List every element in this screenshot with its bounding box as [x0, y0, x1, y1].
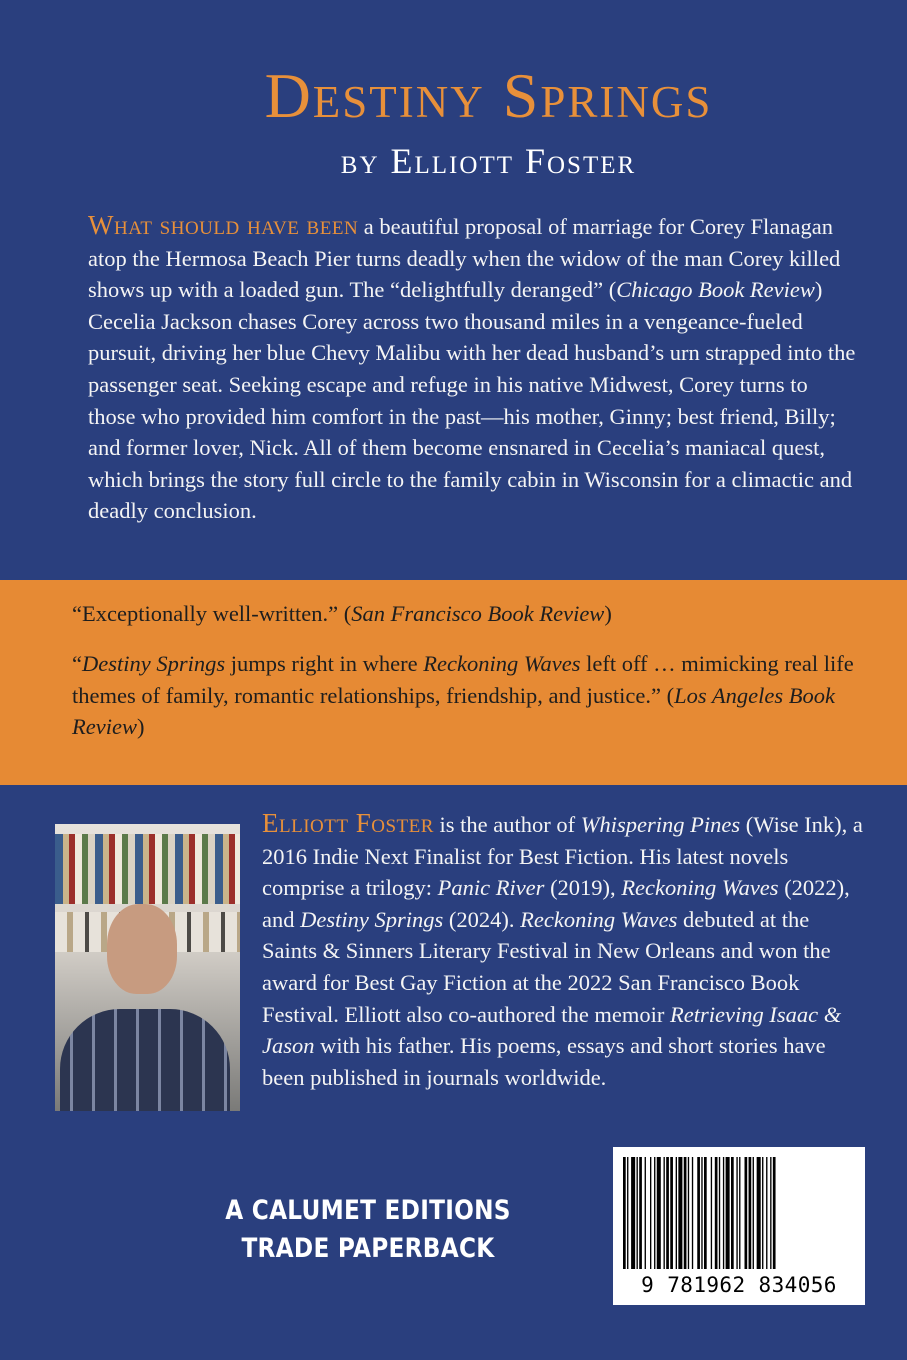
barcode-bar — [719, 1157, 720, 1269]
barcode-bar — [704, 1157, 707, 1269]
barcode — [613, 1147, 865, 1305]
barcode-bar — [650, 1157, 651, 1269]
barcode-bar — [766, 1157, 767, 1269]
review-quotes-band — [0, 580, 907, 785]
review-quote-2 — [72, 648, 872, 743]
quote-1-text: “Exceptionally well-written.” ( — [72, 601, 352, 626]
publisher-line-1: A CALUMET EDITIONS — [225, 1195, 511, 1226]
publisher-line-2: TRADE PAPERBACK — [241, 1233, 495, 1264]
barcode-bar — [666, 1157, 669, 1269]
bio-part: debuted at the Saints & Sinners Literary Festival in New Orleans and won the award for Best Gay Fiction at the 2022 San Francisco Book Festival. Elliott also co-authored the memoir — [262, 906, 831, 1027]
quote-1-source: San Francisco Book Review — [351, 601, 605, 626]
bio-part: (2022), and — [262, 875, 850, 932]
quote-2-book1: Destiny Springs — [82, 651, 226, 676]
bio-title: Whispering Pines — [580, 812, 741, 837]
barcode-bar — [654, 1157, 655, 1269]
barcode-bar — [657, 1157, 661, 1269]
barcode-bar — [701, 1157, 702, 1269]
barcode-bar — [692, 1157, 693, 1269]
bio-part: (2024). — [443, 906, 521, 932]
barcode-bar — [697, 1157, 700, 1269]
barcode-bar — [715, 1157, 718, 1269]
barcode-bar — [678, 1157, 682, 1269]
barcode-bar — [670, 1157, 673, 1269]
barcode-bar — [753, 1157, 754, 1269]
bio-part: (Wise Ink), a 2016 Indie Next Finalist for Best Fiction. His latest novels comprise a trilogy: — [262, 812, 863, 901]
blurb-part-1: a beautiful proposal of marriage for Corey Flanagan atop the Hermosa Beach Pier turns deadly when the widow of the man Corey killed shows up with a loaded gun. The “delightfully deranged” ( — [88, 214, 841, 303]
review-quote-1 — [72, 598, 872, 630]
quote-2-mid: jumps right in where — [225, 651, 424, 676]
author-name: Elliott Foster — [262, 808, 434, 838]
barcode-bar — [688, 1157, 689, 1269]
quote-2-book2: Reckoning Waves — [423, 651, 581, 676]
isbn-number: 9 781962 834056 — [641, 1273, 837, 1297]
bio-title: Reckoning Waves — [520, 906, 678, 932]
bio-title: Destiny Springs — [300, 906, 444, 932]
barcode-bar — [736, 1157, 737, 1269]
barcode-bar — [676, 1157, 677, 1269]
barcode-bar — [726, 1157, 730, 1269]
bio-part: is the author of — [433, 812, 581, 837]
blurb-review-source: Chicago Book Review — [616, 277, 815, 303]
barcode-bar — [637, 1157, 638, 1269]
author-shirt — [60, 1009, 230, 1111]
bio-title: Retrieving Isaac & Jason — [262, 1001, 842, 1059]
barcode-bar — [749, 1157, 752, 1269]
bio-part: (2019), — [544, 875, 622, 901]
quote-2-text: left off … mimicking real life themes of family, romantic relationships, friendship, and justice.” ( — [72, 651, 854, 708]
quote-2-open: “ — [72, 651, 82, 676]
bio-part: with his father. His poems, essays and short stories have been published in journals worldwide. — [262, 1033, 826, 1090]
barcode-bar — [639, 1157, 642, 1269]
author-head — [107, 904, 177, 994]
bookshelf-top — [55, 834, 240, 904]
barcode-bar — [762, 1157, 763, 1269]
barcode-bars — [623, 1157, 855, 1269]
barcode-bar — [731, 1157, 734, 1269]
barcode-bar — [631, 1157, 635, 1269]
barcode-bar — [684, 1157, 687, 1269]
barcode-bar — [664, 1157, 665, 1269]
barcode-bar — [627, 1157, 628, 1269]
barcode-bar — [773, 1157, 776, 1269]
author-bio — [262, 808, 867, 1093]
barcode-bar — [770, 1157, 771, 1269]
blurb-text — [88, 210, 858, 527]
barcode-bar — [757, 1157, 761, 1269]
publisher-imprint — [205, 1192, 532, 1268]
author-photo — [55, 824, 240, 1111]
book-title: Destiny Springs — [264, 60, 713, 131]
bio-title: Panic River — [437, 875, 545, 901]
barcode-bar — [623, 1157, 626, 1269]
quote-2-close: ) — [136, 714, 145, 740]
barcode-bar — [739, 1157, 740, 1269]
barcode-bar — [723, 1157, 724, 1269]
quote-1-close: ) — [604, 601, 612, 626]
blurb-part-3: ) Cecelia Jackson chases Corey across two thousand miles in a vengeance-fueled pursuit, driving her blue Chevy Malibu with her dead husband’s urn strapped into the passenger seat. Seeking escape and refuge in his native Midwest, Corey turns to those who provided him comfort in the past—his mother, Ginny; best friend, Billy; and former lover, Nick. All of them become ensnared in Cecelia’s maniacal quest, which brings the story full circle to the family cabin in Wisconsin for a climactic and deadly conclusion. — [88, 277, 856, 524]
barcode-bar — [745, 1157, 748, 1269]
barcode-bar — [645, 1157, 646, 1269]
barcode-bar — [711, 1157, 712, 1269]
book-byline: by Elliott Foster — [340, 141, 637, 181]
blurb-lead: What should have been — [88, 210, 359, 240]
bio-title: Reckoning Waves — [621, 875, 779, 901]
quote-2-source: Los Angeles Book Review — [72, 682, 835, 740]
